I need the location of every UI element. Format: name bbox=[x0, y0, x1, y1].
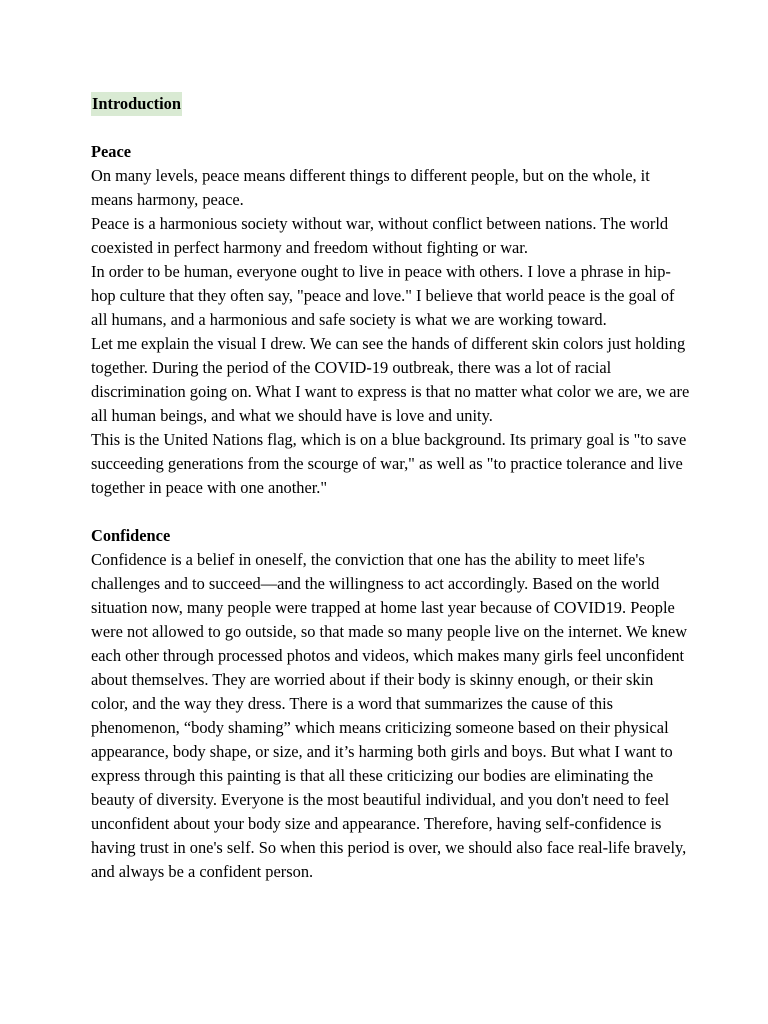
peace-section bbox=[91, 140, 691, 500]
spacer bbox=[91, 500, 691, 524]
confidence-heading: Confidence bbox=[91, 526, 171, 545]
confidence-section bbox=[91, 524, 691, 884]
document-page bbox=[91, 92, 691, 884]
confidence-paragraph: Confidence is a belief in oneself, the conviction that one has the ability to meet life's challenges and to succeed—and the willingness to act accordingly. Based on the world situation now, many people were trapped at home last year because of COVID19. People were not allowed to go outside, so that made so many people live on the internet. We knew each other through processed photos and videos, which makes many girls feel unconfident about themselves. They are worried about if their body is skinny enough, or their skin color, and the way they dress. There is a word that summarizes the cause of this phenomenon, “body shaming” which means criticizing someone based on their physical appearance, body shape, or size, and it’s harming both girls and boys. But what I want to express through this painting is that all these criticizing our bodies are eliminating the beauty of diversity. Everyone is the most beautiful individual, and you don't need to feel unconfident about your body size and appearance. Therefore, having self-confidence is having trust in one's self. So when this period is over, we should also face real-life bravely, and always be a confident person. bbox=[91, 550, 688, 881]
peace-heading: Peace bbox=[91, 142, 132, 161]
peace-paragraph-1: On many levels, peace means different things to different people, but on the whole, it means harmony, peace. bbox=[91, 166, 650, 209]
peace-paragraph-3: In order to be human, everyone ought to live in peace with others. I love a phrase in hip-hop culture that they often say, "peace and love." I believe that world peace is the goal of all humans, and a harmonious and safe society is what we are working toward. bbox=[91, 262, 675, 329]
introduction-heading-line bbox=[91, 92, 691, 116]
introduction-heading: Introduction bbox=[91, 92, 182, 116]
peace-paragraph-4: Let me explain the visual I drew. We can see the hands of different skin colors just holding together. During the period of the COVID-19 outbreak, there was a lot of racial discrimination going on. What I want to express is that no matter what color we are, we are all human beings, and what we should have is love and unity. bbox=[91, 334, 690, 425]
spacer bbox=[91, 116, 691, 140]
peace-paragraph-2: Peace is a harmonious society without war, without conflict between nations. The world coexisted in perfect harmony and freedom without fighting or war. bbox=[91, 214, 669, 257]
peace-paragraph-5: This is the United Nations flag, which is on a blue background. Its primary goal is "to save succeeding generations from the scourge of war," as well as "to practice tolerance and live together in peace with one another." bbox=[91, 430, 687, 497]
